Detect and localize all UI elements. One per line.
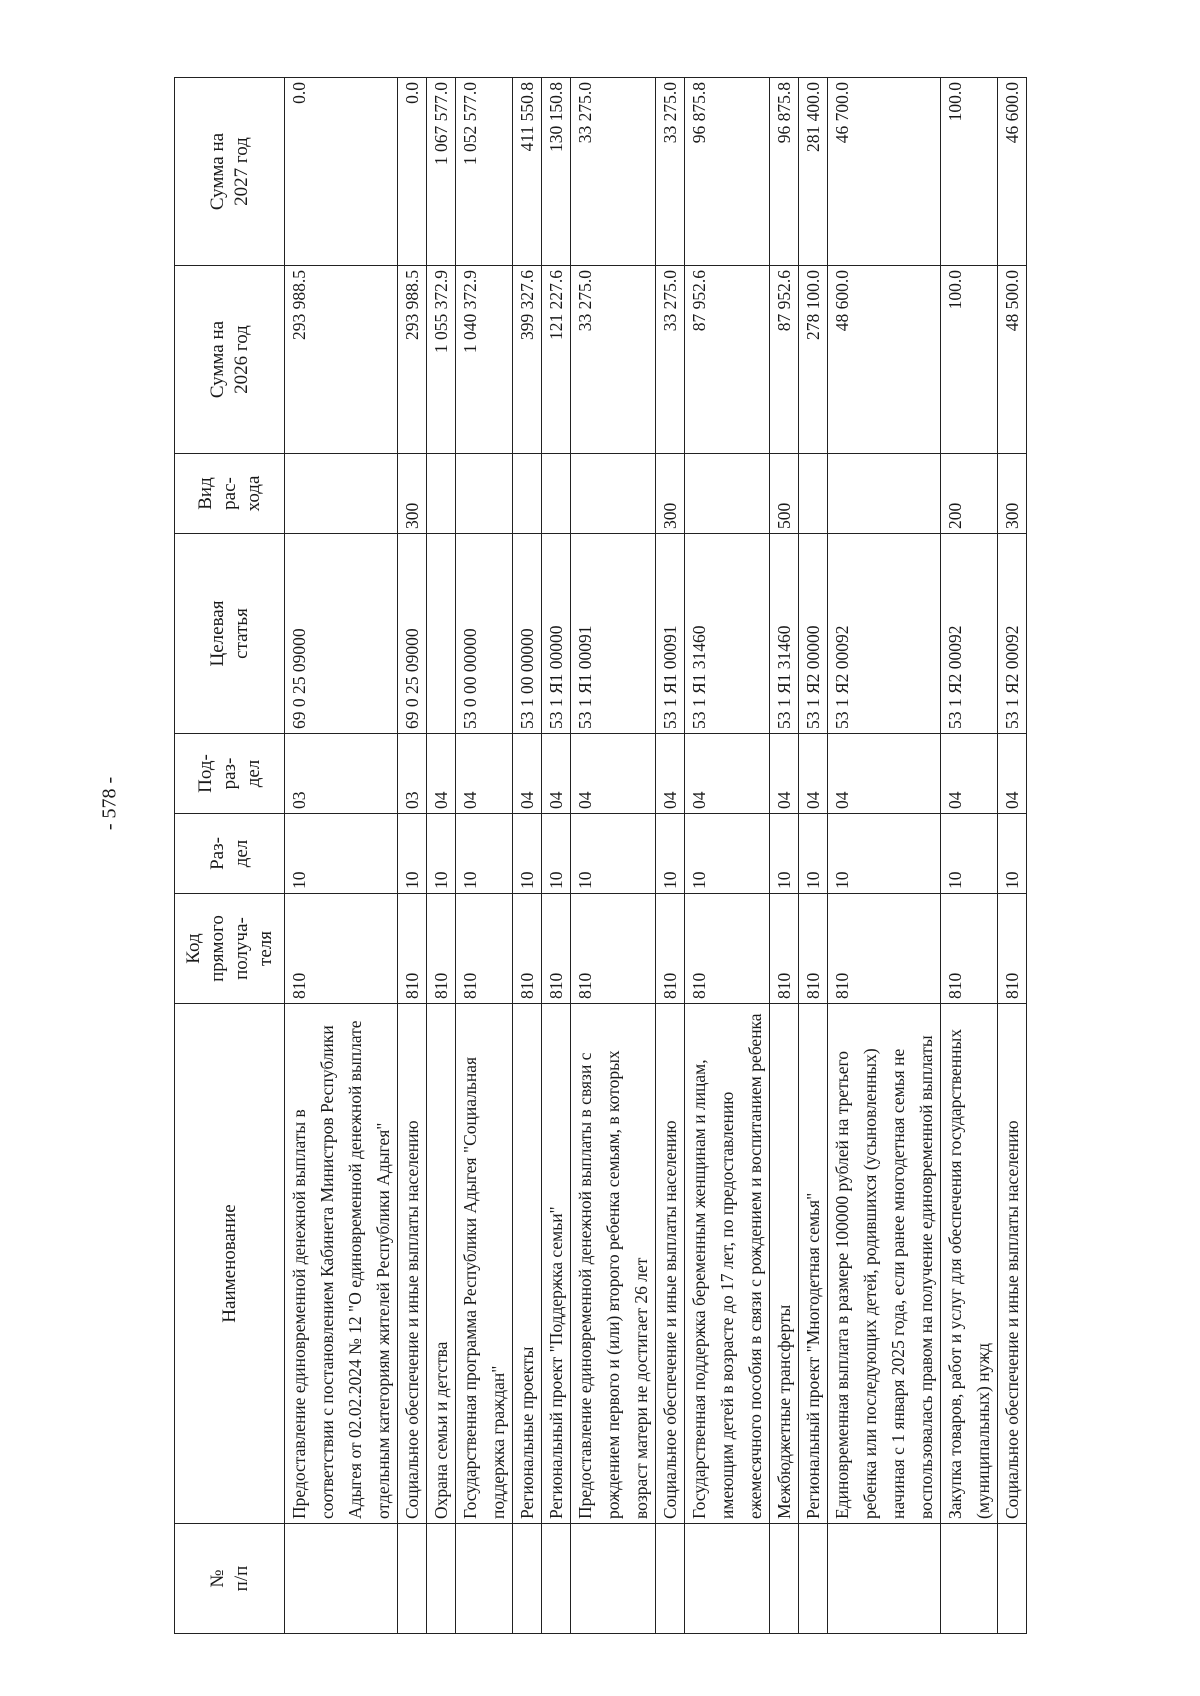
cell-sum2027: 1 067 577.0 [427,78,456,266]
cell-no [398,1524,427,1634]
table-row [571,78,656,1634]
table-row [770,78,799,1634]
cell-razdel: 10 [828,814,941,894]
table-row [941,78,998,1634]
cell-target: 53 1 00 00000 [513,534,542,734]
cell-name: Социальное обеспечение и иные выплаты населению [398,1004,427,1524]
cell-name: Охрана семьи и детства [427,1004,456,1524]
cell-sum2026: 48 500.0 [998,266,1027,454]
cell-razdel: 10 [542,814,571,894]
cell-target: 53 0 00 00000 [456,534,513,734]
table-row [456,78,513,1634]
cell-code: 810 [398,894,427,1004]
cell-sum2026: 293 988.5 [398,266,427,454]
cell-name: Региональный проект "Многодетная семья" [799,1004,828,1524]
cell-vid: 300 [998,454,1027,534]
cell-code: 810 [542,894,571,1004]
cell-name: Региональный проект "Поддержка семьи" [542,1004,571,1524]
cell-no [656,1524,685,1634]
cell-podrazdel: 04 [427,734,456,814]
cell-podrazdel: 03 [285,734,398,814]
cell-razdel: 10 [513,814,542,894]
table-row [799,78,828,1634]
cell-razdel: 10 [685,814,770,894]
cell-code: 810 [456,894,513,1004]
header-razdel: Раз- дел [175,814,285,894]
cell-podrazdel: 03 [398,734,427,814]
cell-no [542,1524,571,1634]
cell-name: Межбюджетные трансферты [770,1004,799,1524]
cell-target: 53 1 Я1 00000 [542,534,571,734]
cell-podrazdel: 04 [542,734,571,814]
cell-name: Социальное обеспечение и иные выплаты населению [998,1004,1027,1524]
cell-code: 810 [799,894,828,1004]
cell-vid [542,454,571,534]
table-header-row [175,78,285,1634]
cell-sum2027: 411 550.8 [513,78,542,266]
cell-razdel: 10 [571,814,656,894]
header-vid: Вид рас- хода [175,454,285,534]
cell-podrazdel: 04 [656,734,685,814]
cell-code: 810 [427,894,456,1004]
header-target: Целевая статья [175,534,285,734]
cell-sum2026: 1 040 372.9 [456,266,513,454]
cell-razdel: 10 [998,814,1027,894]
cell-name: Государственная поддержка беременным женщинам и лицам, имеющим детей в возрасте до 17 лет, по предоставлению ежемесячного пособия в связи с рождением и воспитанием ребенка [685,1004,770,1524]
cell-target: 53 1 Я1 31460 [770,534,799,734]
cell-sum2026: 100.0 [941,266,998,454]
cell-no [427,1524,456,1634]
table-row [513,78,542,1634]
header-sum2026: Сумма на 2026 год [175,266,285,454]
table-row [656,78,685,1634]
cell-no [685,1524,770,1634]
cell-name: Предоставление единовременной денежной выплаты в связи с рождением первого и (или) второго ребенка семьям, в которых возраст матери не достигает 26 лет [571,1004,656,1524]
cell-code: 810 [770,894,799,1004]
cell-vid [571,454,656,534]
cell-sum2027: 0.0 [398,78,427,266]
cell-vid [513,454,542,534]
cell-vid [427,454,456,534]
cell-name: Закупка товаров, работ и услуг для обеспечения государственных (муниципальных) нужд [941,1004,998,1524]
cell-razdel: 10 [285,814,398,894]
table-body [285,78,1027,1634]
cell-sum2027: 46 700.0 [828,78,941,266]
cell-name: Государственная программа Республики Адыгея "Социальная поддержка граждан" [456,1004,513,1524]
header-name: Наименование [175,1004,285,1524]
table-row [285,78,398,1634]
cell-target: 53 1 Я1 00091 [571,534,656,734]
cell-sum2026: 87 952.6 [685,266,770,454]
cell-sum2027: 46 600.0 [998,78,1027,266]
cell-target: 69 0 25 09000 [285,534,398,734]
cell-sum2026: 278 100.0 [799,266,828,454]
cell-no [285,1524,398,1634]
cell-code: 810 [285,894,398,1004]
cell-vid [456,454,513,534]
cell-podrazdel: 04 [571,734,656,814]
cell-razdel: 10 [398,814,427,894]
cell-code: 810 [685,894,770,1004]
cell-target: 69 0 25 09000 [398,534,427,734]
cell-podrazdel: 04 [828,734,941,814]
cell-vid [828,454,941,534]
cell-sum2026: 33 275.0 [571,266,656,454]
cell-name: Региональные проекты [513,1004,542,1524]
cell-code: 810 [998,894,1027,1004]
cell-sum2027: 1 052 577.0 [456,78,513,266]
header-no: № п/п [175,1524,285,1634]
cell-vid [685,454,770,534]
table-row [828,78,941,1634]
cell-no [828,1524,941,1634]
cell-razdel: 10 [799,814,828,894]
cell-podrazdel: 04 [941,734,998,814]
table-row [685,78,770,1634]
cell-sum2027: 0.0 [285,78,398,266]
page-number: - 578 - [98,776,121,831]
cell-target [427,534,456,734]
cell-vid [285,454,398,534]
cell-vid: 500 [770,454,799,534]
cell-code: 810 [828,894,941,1004]
cell-sum2027: 33 275.0 [571,78,656,266]
cell-code: 810 [513,894,542,1004]
cell-sum2026: 48 600.0 [828,266,941,454]
budget-table [174,77,1027,1634]
cell-target: 53 1 Я1 00091 [656,534,685,734]
cell-sum2026: 1 055 372.9 [427,266,456,454]
cell-target: 53 1 Я2 00092 [828,534,941,734]
cell-podrazdel: 04 [685,734,770,814]
cell-target: 53 1 Я1 31460 [685,534,770,734]
header-podrazdel: Под- раз- дел [175,734,285,814]
cell-name: Социальное обеспечение и иные выплаты населению [656,1004,685,1524]
table-row [427,78,456,1634]
cell-no [998,1524,1027,1634]
budget-table-container [174,78,1106,1634]
cell-sum2026: 121 227.6 [542,266,571,454]
cell-sum2026: 87 952.6 [770,266,799,454]
cell-podrazdel: 04 [456,734,513,814]
cell-vid: 300 [398,454,427,534]
cell-podrazdel: 04 [513,734,542,814]
cell-sum2026: 399 327.6 [513,266,542,454]
cell-name: Единовременная выплата в размере 100000 рублей на третьего ребенка или последующих детей, родившихся (усыновленных) начиная с 1 января 2025 года, если ранее многодетная семья не воспользовалась правом на получение единовременной выплаты [828,1004,941,1524]
cell-no [770,1524,799,1634]
cell-no [456,1524,513,1634]
cell-code: 810 [941,894,998,1004]
cell-vid: 200 [941,454,998,534]
cell-sum2027: 96 875.8 [685,78,770,266]
cell-sum2026: 33 275.0 [656,266,685,454]
cell-target: 53 1 Я2 00092 [941,534,998,734]
cell-razdel: 10 [456,814,513,894]
cell-razdel: 10 [427,814,456,894]
cell-no [571,1524,656,1634]
cell-no [799,1524,828,1634]
cell-podrazdel: 04 [770,734,799,814]
cell-no [941,1524,998,1634]
cell-sum2027: 281 400.0 [799,78,828,266]
cell-podrazdel: 04 [998,734,1027,814]
cell-sum2027: 130 150.8 [542,78,571,266]
cell-sum2027: 96 875.8 [770,78,799,266]
header-code: Код прямого получа- теля [175,894,285,1004]
cell-sum2027: 33 275.0 [656,78,685,266]
cell-code: 810 [656,894,685,1004]
cell-razdel: 10 [656,814,685,894]
header-sum2027: Сумма на 2027 год [175,78,285,266]
cell-name: Предоставление единовременной денежной выплаты в соответствии с постановлением Кабинета Министров Республики Адыгея от 02.02.2024 № 12 "О единовременной денежной выплате отдельным категориям жителей Республики Адыгея" [285,1004,398,1524]
cell-podrazdel: 04 [799,734,828,814]
cell-razdel: 10 [941,814,998,894]
cell-vid [799,454,828,534]
cell-sum2026: 293 988.5 [285,266,398,454]
table-row [998,78,1027,1634]
cell-target: 53 1 Я2 00092 [998,534,1027,734]
table-row [398,78,427,1634]
cell-razdel: 10 [770,814,799,894]
cell-code: 810 [571,894,656,1004]
cell-vid: 300 [656,454,685,534]
table-row [542,78,571,1634]
cell-sum2027: 100.0 [941,78,998,266]
cell-no [513,1524,542,1634]
cell-target: 53 1 Я2 00000 [799,534,828,734]
